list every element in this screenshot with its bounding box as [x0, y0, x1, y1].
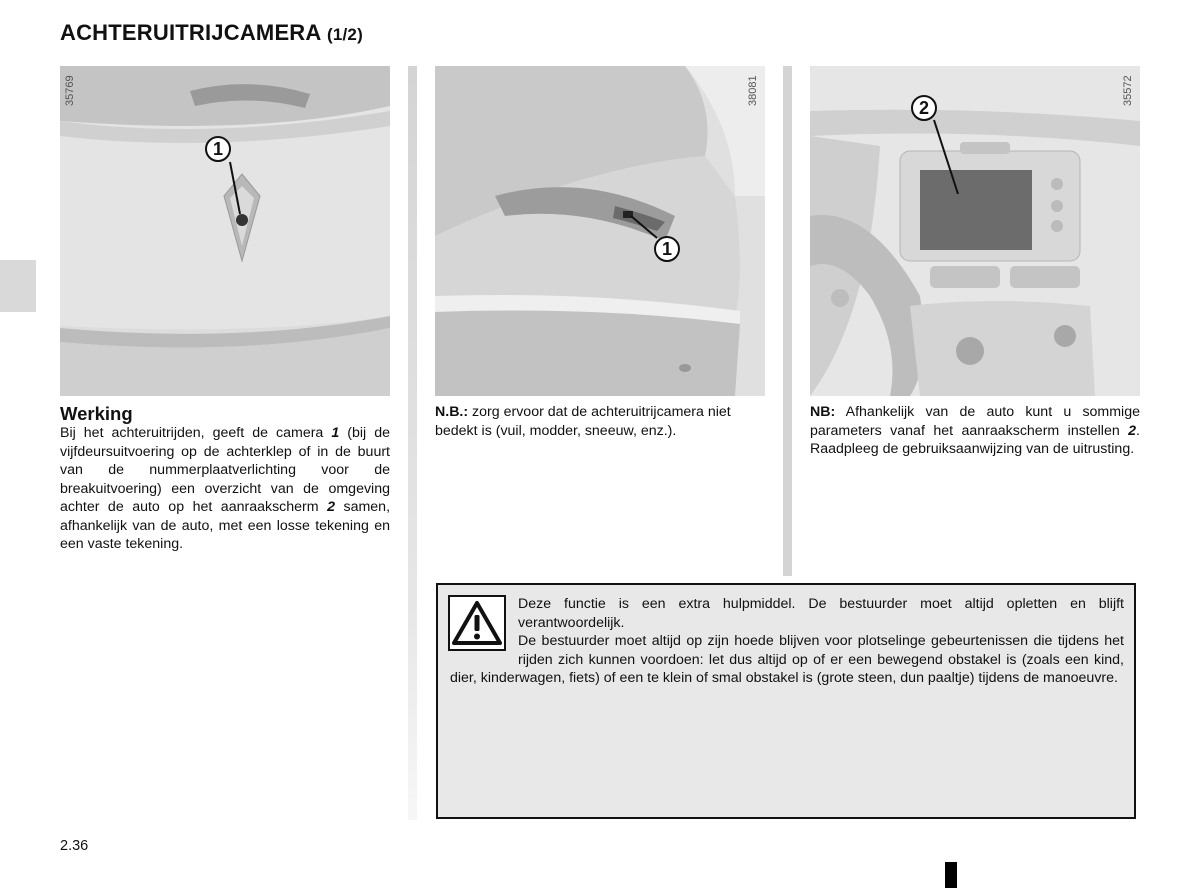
figure-ref: 35572 [1122, 75, 1134, 106]
page-edge-mark [945, 862, 957, 888]
photo-tailgate-camera [60, 66, 390, 396]
body-text: (bij de vijfdeursuitvoering op de achterklep of in de buurt van de nummerplaatverlichting voor de breakuitvoering) een overzicht van de omgeving achter de auto op het aanraakscherm [60, 425, 391, 515]
callout-1: 1 [205, 136, 231, 162]
column-divider [408, 66, 417, 820]
callout-2: 2 [911, 95, 937, 121]
warning-text [450, 595, 1124, 688]
note-text: zorg ervoor dat de achteruitrijcamera niet bedekt is (vuil, modder, sneeuw, enz.). [435, 404, 731, 439]
title-part: (1/2) [326, 25, 363, 44]
body-text: Bij het achteruitrijden, geeft de camera [60, 425, 332, 441]
note-paragraph [435, 403, 767, 440]
title-main: ACHTERUITRIJCAMERA [60, 20, 321, 45]
note-text: Afhankelijk van de auto kunt u sommige parameters vanaf het aanraakscherm instellen [810, 404, 1140, 439]
warning-box [436, 583, 1136, 819]
note-paragraph [810, 403, 1140, 459]
photo-rear-plate-camera [435, 66, 765, 396]
callout-ref: 2 [1128, 422, 1137, 439]
warning-paragraph: Deze functie is een extra hulpmiddel. De bestuurder moet altijd opletten en blijft verantwoordelijk. [518, 596, 1124, 631]
body-text: samen, afhankelijk van de auto, met een losse tekening en een vaste tekening. [60, 499, 391, 552]
figure-ref: 35769 [64, 75, 76, 106]
warning-paragraph: De bestuurder moet altijd op zijn hoede blijven voor plotselinge gebeurtenissen die tijdens het rijden zich kunnen voordoen: let dus altijd op of er een bewegend obstakel is (zoals een kind, dier, kinderwagen, fiets) of een te klein of smal obstakel is (grote steen, dun paaltje) tijdens de manoeuvre. [450, 633, 1124, 687]
note-label: N.B.: [435, 404, 469, 420]
page-number: 2.36 [60, 838, 89, 854]
page-title [60, 20, 363, 46]
section-heading: Werking [60, 403, 133, 424]
note-label: NB: [810, 404, 836, 420]
figure-ref: 38081 [747, 75, 759, 106]
callout-ref: 1 [331, 425, 340, 441]
body-paragraph [60, 424, 390, 554]
photo-dashboard-screen [810, 66, 1140, 396]
callout-ref: 2 [327, 499, 335, 515]
callout-1: 1 [654, 236, 680, 262]
column-divider [783, 66, 792, 576]
note-text: . Raadpleeg de gebruiksaanwijzing van de uitrusting. [810, 422, 1140, 457]
section-tab [0, 260, 36, 312]
